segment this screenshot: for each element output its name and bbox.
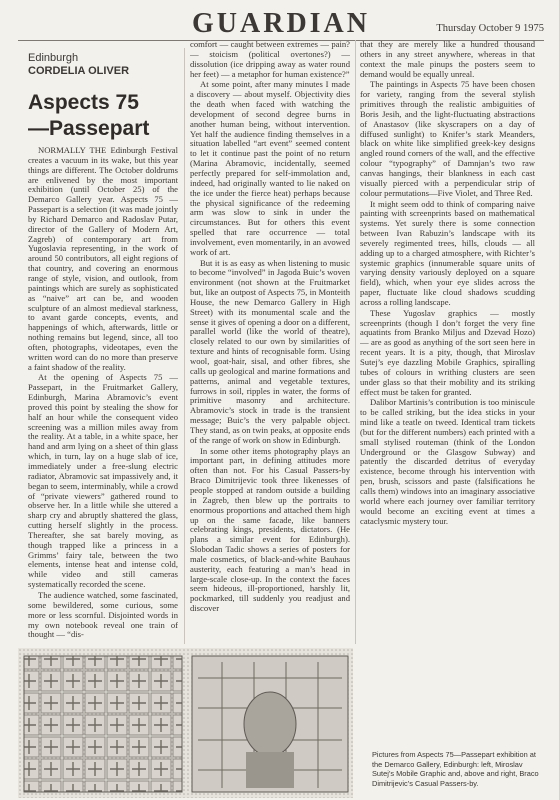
issue-date: Thursday October 9 1975	[436, 23, 544, 34]
byline-author: CORDELIA OLIVER	[28, 65, 130, 77]
article-paragraph: But it is as easy as when listening to music to become “involved” in Jagoda Buic’s woven environment (not shown at the Fruitmarket but, like an outpost of Aspects 75, in Monteith House, the new Demarco Gallery in High Street) with its monumental scale and the sense it gives of opening a door on a different, parallel world (like the world of theatre), closely related to our own by similarities of texture and hints of recognisable form. Using wool, goat-hair, sisal, and other fibres, she calls up geological and marine formations and patterns, animal and vegetable textures, furrows in soil, ripples in water, the forms of primitive masonry and architecture. Abramovic’s stock in trade is the transient message; Buic’s the very palpable object. They stand, as on twin peaks, at opposite ends of the range of work on show in Edinburgh.	[190, 257, 350, 445]
article-paragraph: comfort — caught between extremes — pain? — stoicism (political overtones?) — dissolution (ice dripping away as water round her feet) — a metaphor for human existence?”	[190, 40, 350, 79]
column-rule	[355, 40, 356, 644]
article-paragraph: The audience watched, some fascinated, some bewildered, some curious, some more or less scornful. Disjointed words in my own notebook reveal one train of thought — “dis-	[28, 589, 178, 640]
article-column-2	[190, 40, 350, 644]
byline	[28, 52, 129, 78]
headline-line-1: Aspects 75	[28, 91, 139, 114]
newspaper-name: GUARDIAN	[192, 8, 370, 39]
article-paragraph: At some point, after many minutes I made a discovery — about myself. Objectivity dies the death when faced with watching the development of second degree burns in another human being, without intervention. Yet half the audience finding themselves in a situation labelled “art event” seemed content to let it continue past the point of no return (Marina Abramovic, incidentally, seemed perfectly prepared for self-immolation and, indeed, had originally wanted to lie naked on the ice under the fierce heat) perhaps because the physical significance of the redeeming arm was slow to sink in under the circumstances. But for others this event spelled that rare occurrence — total involvement, even momentarily, in an avowed work of art.	[190, 79, 350, 257]
photo-strip	[18, 648, 353, 798]
headline-line-2: —Passepart	[28, 117, 150, 140]
column-rule	[184, 48, 185, 644]
article-column-1	[28, 146, 178, 644]
article-column-3	[360, 40, 535, 745]
photo-caption: Pictures from Aspects 75—Passepart exhibition at the Demarco Gallery, Edinburgh: left, Miroslav Sutej’s Mobile Graphic and, above and right, Braco Dimitrijevic’s Casual Passers-by.	[372, 750, 539, 788]
article-paragraph: At the opening of Aspects 75 — Passepart, in the Fruitmarket Gallery, Edinburgh, Marina Abramovic’s event proved this point by stealing the show for half an hour while the consequent video screening was a million miles away from the reality. At a table, in a white space, her hand and arm lying on a sheet of thin glass which, in turn, lay on a huge slab of ice, immediately under a free-slung electric radiator, Abramovic sat impassively and, it began to seem, interminably, while a crowd of “private viewers” gathered round to observe her. In a little while she uttered a sharp cry and abruptly shattered the glass, cutting herself slightly in the process. Thereafter, she sat barely moving, as though trapped like a princess in a Grimms’ fairy tale, between the two elements, intense heat and intense cold, while video and still cameras systematically recorded the scene.	[28, 372, 178, 590]
masthead	[18, 8, 544, 41]
article-headline	[28, 90, 149, 142]
byline-location: Edinburgh	[28, 52, 79, 64]
photo-strip-graphic	[18, 648, 353, 798]
article-paragraph: These Yugoslav graphics — mostly screenprints (though I don’t forget the very fine aquatints from Branko Miljus and Dzevad Hozo) — are as good as anything of the sort seen here in recent years. It is a pity, though, that Miroslav Sutej’s eye dazzling Mobile Graphics, spiralling tubes of colours in writhing clusters are seen under glass so that their mobility and its striking effect must be taken for granted.	[360, 307, 535, 397]
article-paragraph: It might seem odd to think of comparing naive painting with screenprints based on mathematical systems. Yet surely there is some connection between Ivan Rabuzin’s landscape with its severely regimented trees, hills, clouds — all adding up to a charged atmosphere, with Richter’s systemic graphics (innumerable square units of varying density variously deployed on a square field), which, when your eye slides across the paper, fluctuate like cloud shadows scudding across a rolling landscape.	[360, 198, 535, 307]
article-paragraph: that they are merely like a hundred thousand others in any street anywhere, whereas in that context the male pinups the posters seem to demand would be equally unreal.	[360, 40, 535, 79]
article-paragraph: NORMALLY THE Edinburgh Festival creates a vacuum in its wake, but this year things are different. The October doldrums are enlivened by the most important exhibition (until October 25) of the Demarco Gallery year. Aspects 75 — Passepart is a selection (it was made jointly by Richard Demarco and Radoslav Putar, director of the Gallery of Modern Art, Zagreb) of contemporary art from Yugoslavia representing, in the work of around 50 contributors, all eight regions of that country, and covering an enormous range of style, vision, and outlook, from paintings which are surely as sophisticated as “naive” art can be, and wooden sculpture of an almost medieval starkness, to avant garde concepts, events, and happenings of which, afterwards, little or nothing remains but legend, since, all too often, photographs, videotapes, even the written word can do no more than preserve a faint shadow of the reality.	[28, 146, 178, 372]
article-paragraph: The paintings in Aspects 75 have been chosen for variety, ranging from the several stylish primitives through the realistic ambiguities of Boris Jesih, and the light-fluctuating abstractions of Anastasov (like skyscrapers on a day of diffused sunlight) to Knifer’s stark Meanders, black on white like simplified greek-key designs angled round corners of the wall, and the effective colour “typography” of Damnjan’s two raw canvas hangings, their blankness in each cast visually pierced with a perpendicular strip of colour permutations—Five Violet, and Three Red.	[360, 79, 535, 198]
article-paragraph: Dalibor Martinis’s contribution is too miniscule to be called striking, but the idea sticks in your mind like a teatle on tweed. Identical tram tickets (but for the different numbers) each printed with a small stylised routeman (think of the London Underground or the Glasgow Subway) and patently the discarded detritus of everyday existence, become through his intervention with pen, brush, scissors and paste (falsifications he calls them) windows into an imaginary associative world where each journey over familiar territory would become an exciting event at times a cataclysmic mystery tour.	[360, 397, 535, 526]
article-paragraph: In some other items photography plays an important part, in defining attitudes more often than not. For his Casual Passers-by Braco Dimitrijevic took three likenesses of people stopped at random outside a building in Zagreb, then blew up the portraits to enormous proportions and attached them high up on the same facade, like banners celebrating kings, presidents, dictators. (He plans a similar event for Edinburgh). Slobodan Tadic shows a series of posters for male cosmetics, of black-and-white Bauhaus austerity, each featuring a man’s head in large-scale close-up. In the context the faces seem hideous, ill-proportioned, harshly lit, pockmarked, till suddenly you readjust and discover	[190, 445, 350, 614]
